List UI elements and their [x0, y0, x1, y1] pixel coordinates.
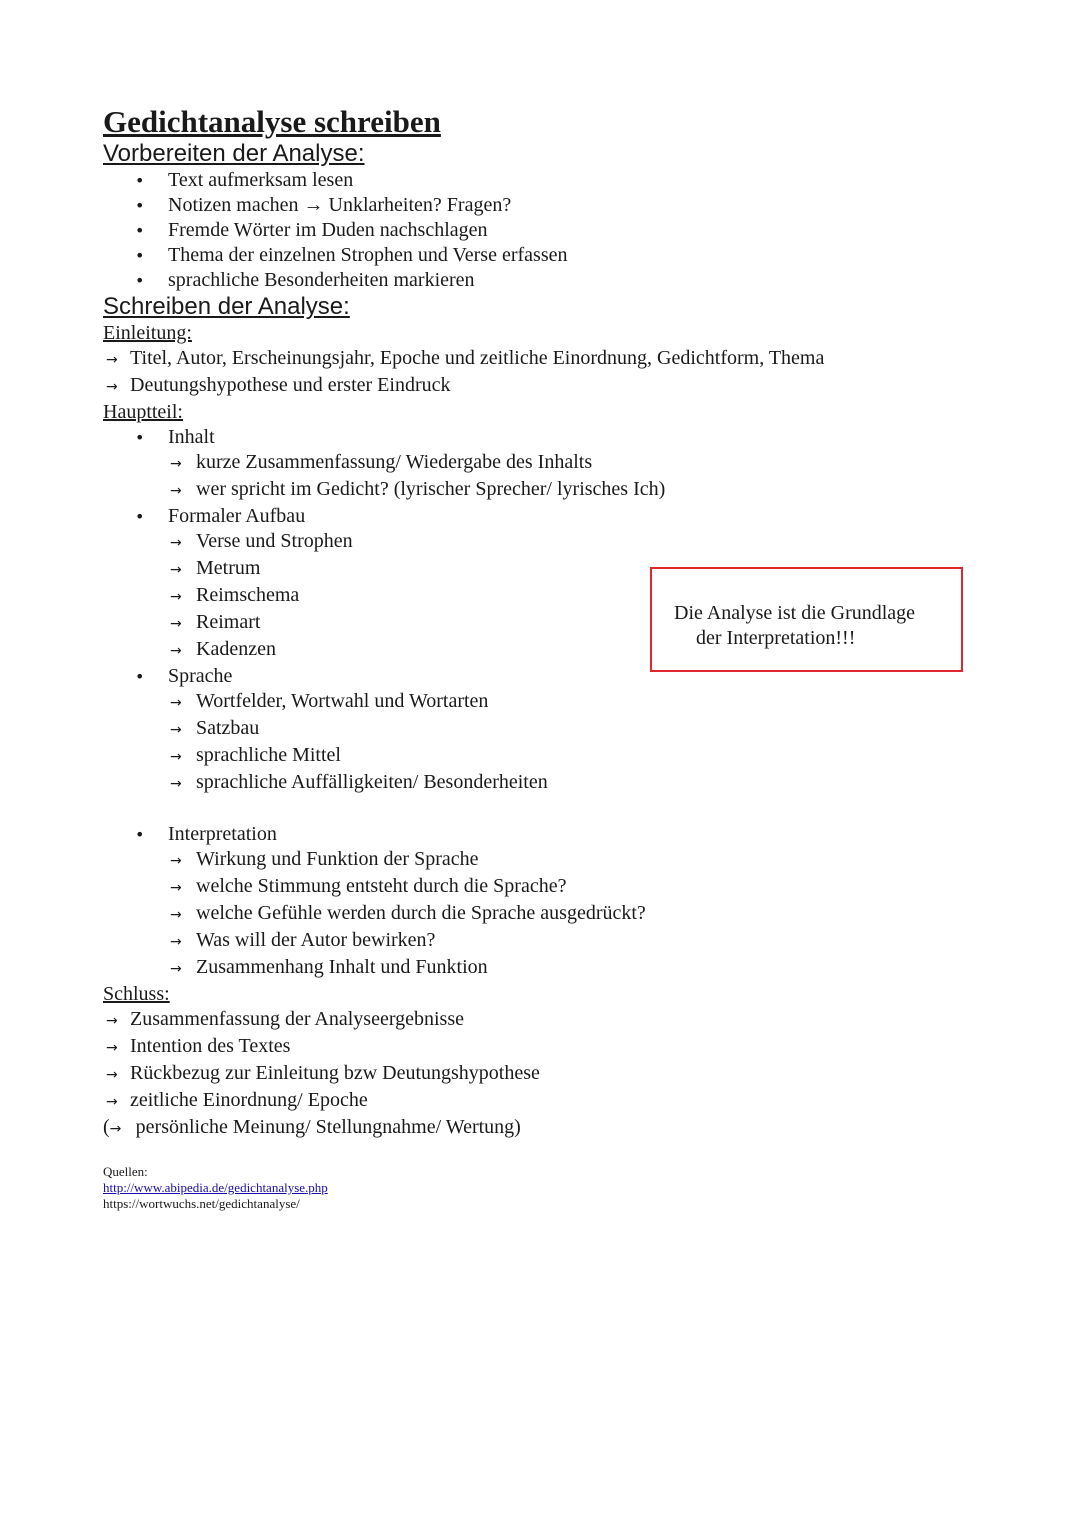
arrow-right-icon: → [106, 1067, 118, 1083]
arrow-right-icon: → [106, 352, 118, 368]
note-box [650, 567, 963, 672]
sub-item: → kurze Zusammenfassung/ Wiedergabe des Inhalts [103, 450, 1003, 477]
bullet-icon: • [135, 428, 145, 447]
sub-item: → Verse und Strophen [103, 529, 1003, 556]
subheading-intro: Einleitung: [103, 322, 192, 344]
arrow-right-icon: → [170, 535, 182, 551]
arrow-right-icon: → [170, 934, 182, 950]
list-item: → Zusammenfassung der Analyseergebnisse [103, 1007, 1003, 1034]
arrow-right-icon: → [170, 589, 182, 605]
arrow-right-icon: → [170, 695, 182, 711]
source-link-abipedia[interactable]: http://www.abipedia.de/gedichtanalyse.php [103, 1180, 328, 1195]
subheading-main: Hauptteil: [103, 401, 183, 423]
arrow-right-icon: → [170, 562, 182, 578]
arrow-right-icon: → [170, 483, 182, 499]
sources [103, 1164, 1003, 1212]
list-item: • Notizen machen → Unklarheiten? Fragen? [135, 194, 512, 216]
sub-item: → Kadenzen [103, 637, 1003, 664]
arrow-right-icon: → [170, 722, 182, 738]
sub-item: → Satzbau [103, 716, 1003, 743]
list-item: • sprachliche Besonderheiten markieren [135, 269, 475, 291]
arrow-right-icon: → [170, 853, 182, 869]
arrow-right-icon: → [170, 456, 182, 472]
arrow-right-icon: → [170, 616, 182, 632]
sub-item: → welche Stimmung entsteht durch die Sprache? [103, 874, 1003, 901]
sub-item: → Was will der Autor bewirken? [103, 928, 1003, 955]
note-line-1: Die Analyse ist die Grundlage [674, 602, 916, 624]
sub-item: → sprachliche Auffälligkeiten/ Besonderheiten [103, 770, 1003, 797]
bullet-icon: • [135, 271, 145, 290]
prep-list [103, 168, 1003, 293]
list-item-interpretation: • Interpretation [135, 823, 277, 845]
list-item: → Titel, Autor, Erscheinungsjahr, Epoche und zeitliche Einordnung, Gedichtform, Thema [103, 346, 1003, 373]
section-heading-prep: Vorbereiten der Analyse: [103, 140, 365, 167]
list-item-aufbau: • Formaler Aufbau [135, 505, 306, 527]
section-heading-writing: Schreiben der Analyse: [103, 293, 350, 320]
bullet-icon: • [135, 196, 145, 215]
arrow-right-icon: → [170, 643, 182, 659]
list-item: • Text aufmerksam lesen [135, 169, 354, 191]
arrow-right-icon: → [106, 1040, 118, 1056]
sub-item: → Zusammenhang Inhalt und Funktion [103, 955, 1003, 982]
sub-item: → Metrum [103, 556, 1003, 583]
arrow-right-icon: → [170, 961, 182, 977]
list-item-inhalt: • Inhalt [135, 426, 215, 448]
list-item: • Fremde Wörter im Duden nachschlagen [135, 219, 488, 241]
note-line-2: der Interpretation!!! [696, 627, 856, 649]
arrow-right-icon: → [170, 880, 182, 896]
bullet-icon: • [135, 246, 145, 265]
sub-item: → Wirkung und Funktion der Sprache [103, 847, 1003, 874]
sub-item: → sprachliche Mittel [103, 743, 1003, 770]
arrow-right-icon: → [106, 379, 118, 395]
sources-label: Quellen: [103, 1164, 148, 1179]
source-text-wortwuchs: https://wortwuchs.net/gedichtanalyse/ [103, 1196, 300, 1211]
list-item: → Deutungshypothese und erster Eindruck [103, 373, 1003, 400]
list-item: → Rückbezug zur Einleitung bzw Deutungshypothese [103, 1061, 1003, 1088]
sub-item: → welche Gefühle werden durch die Sprache ausgedrückt? [103, 901, 1003, 928]
arrow-right-icon: → [170, 907, 182, 923]
sub-item: → wer spricht im Gedicht? (lyrischer Sprecher/ lyrisches Ich) [103, 477, 1003, 504]
arrow-right-icon: → [106, 1013, 118, 1029]
list-item: • Thema der einzelnen Strophen und Verse erfassen [135, 244, 568, 266]
spacer [103, 797, 1003, 822]
sub-item: → Reimschema [103, 583, 1003, 610]
arrow-right-icon: → [109, 1121, 122, 1137]
subheading-conclusion: Schluss: [103, 983, 170, 1005]
list-item-optional: (→ persönliche Meinung/ Stellungnahme/ Wertung) [103, 1115, 1003, 1142]
bullet-icon: • [135, 667, 145, 686]
sub-item: → Reimart [103, 610, 1003, 637]
bullet-icon: • [135, 507, 145, 526]
sub-item: → Wortfelder, Wortwahl und Wortarten [103, 689, 1003, 716]
list-item-sprache: • Sprache [135, 665, 233, 687]
arrow-right-icon: → [106, 1094, 118, 1110]
list-item: → zeitliche Einordnung/ Epoche [103, 1088, 1003, 1115]
arrow-right-icon: → [170, 776, 182, 792]
page-title: Gedichtanalyse schreiben [103, 104, 441, 139]
arrow-right-icon: → [170, 749, 182, 765]
bullet-icon: • [135, 171, 145, 190]
list-item: → Intention des Textes [103, 1034, 1003, 1061]
bullet-icon: • [135, 825, 145, 844]
bullet-icon: • [135, 221, 145, 240]
